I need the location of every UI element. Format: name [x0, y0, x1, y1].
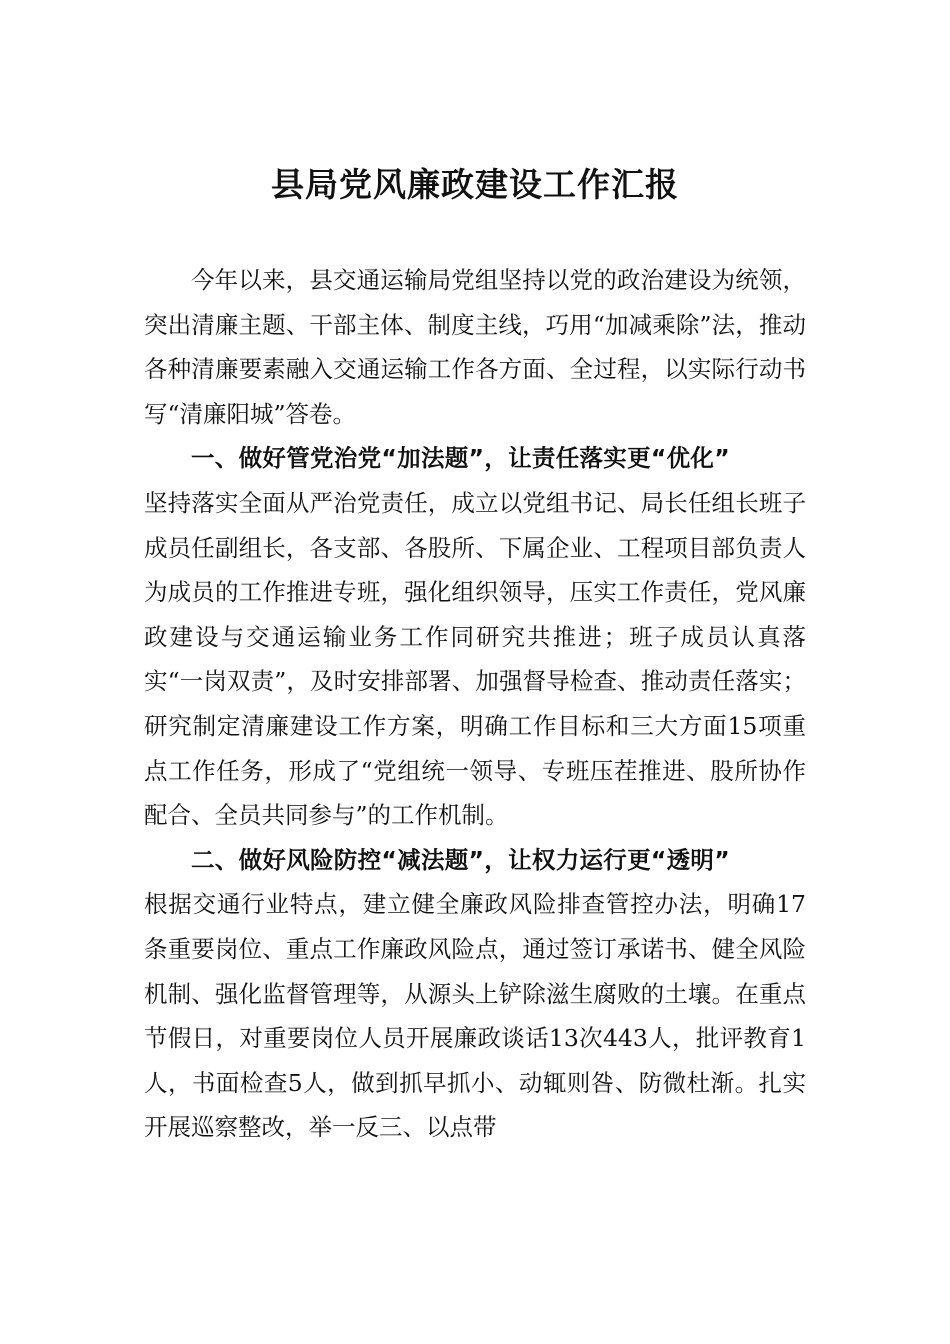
document-body	[144, 258, 806, 1150]
section-body-1: 坚持落实全面从严治党责任，成立以党组书记、局长任组长班子成员任副组长，各支部、各股所、下属企业、工程项目部负责人为成员的工作推进专班，强化组织领导，压实工作责任，党风廉政建设与交通运输业务工作同研究共推进；班子成员认真落实“一岗双责”，及时安排部署、加强督导检查、推动责任落实；研究制定清廉建设工作方案，明确工作目标和三大方面15项重点工作任务，形成了“党组统一领导、专班压茬推进、股所协作配合、全员共同参与”的工作机制。	[144, 488, 806, 830]
intro-paragraph: 今年以来，县交通运输局党组坚持以党的政治建设为统领，突出清廉主题、干部主体、制度主线，巧用“加减乘除”法，推动各种清廉要素融入交通运输工作各方面、全过程，以实际行动书写“清廉阳城”答卷。	[144, 266, 806, 428]
document-title: 县局党风廉政建设工作汇报	[271, 165, 679, 204]
section-heading-1: 一、做好管党治党“加法题”，让责任落实更“优化”	[191, 444, 730, 473]
section-body-2: 根据交通行业特点，建立健全廉政风险排查管控办法，明确17条重要岗位、重点工作廉政风险点，通过签订承诺书、健全风险机制、强化监督管理等，从源头上铲除滋生腐败的土壤。在重点节假日，对重要岗位人员开展廉政谈话13次443人，批评教育1人，书面检查5人，做到抓早抓小、动辄则咎、防微杜渐。扎实开展巡察整改，举一反三、以点带	[144, 890, 806, 1142]
section-heading-2: 二、做好风险防控“减法题”，让权力运行更“透明”	[191, 845, 730, 874]
